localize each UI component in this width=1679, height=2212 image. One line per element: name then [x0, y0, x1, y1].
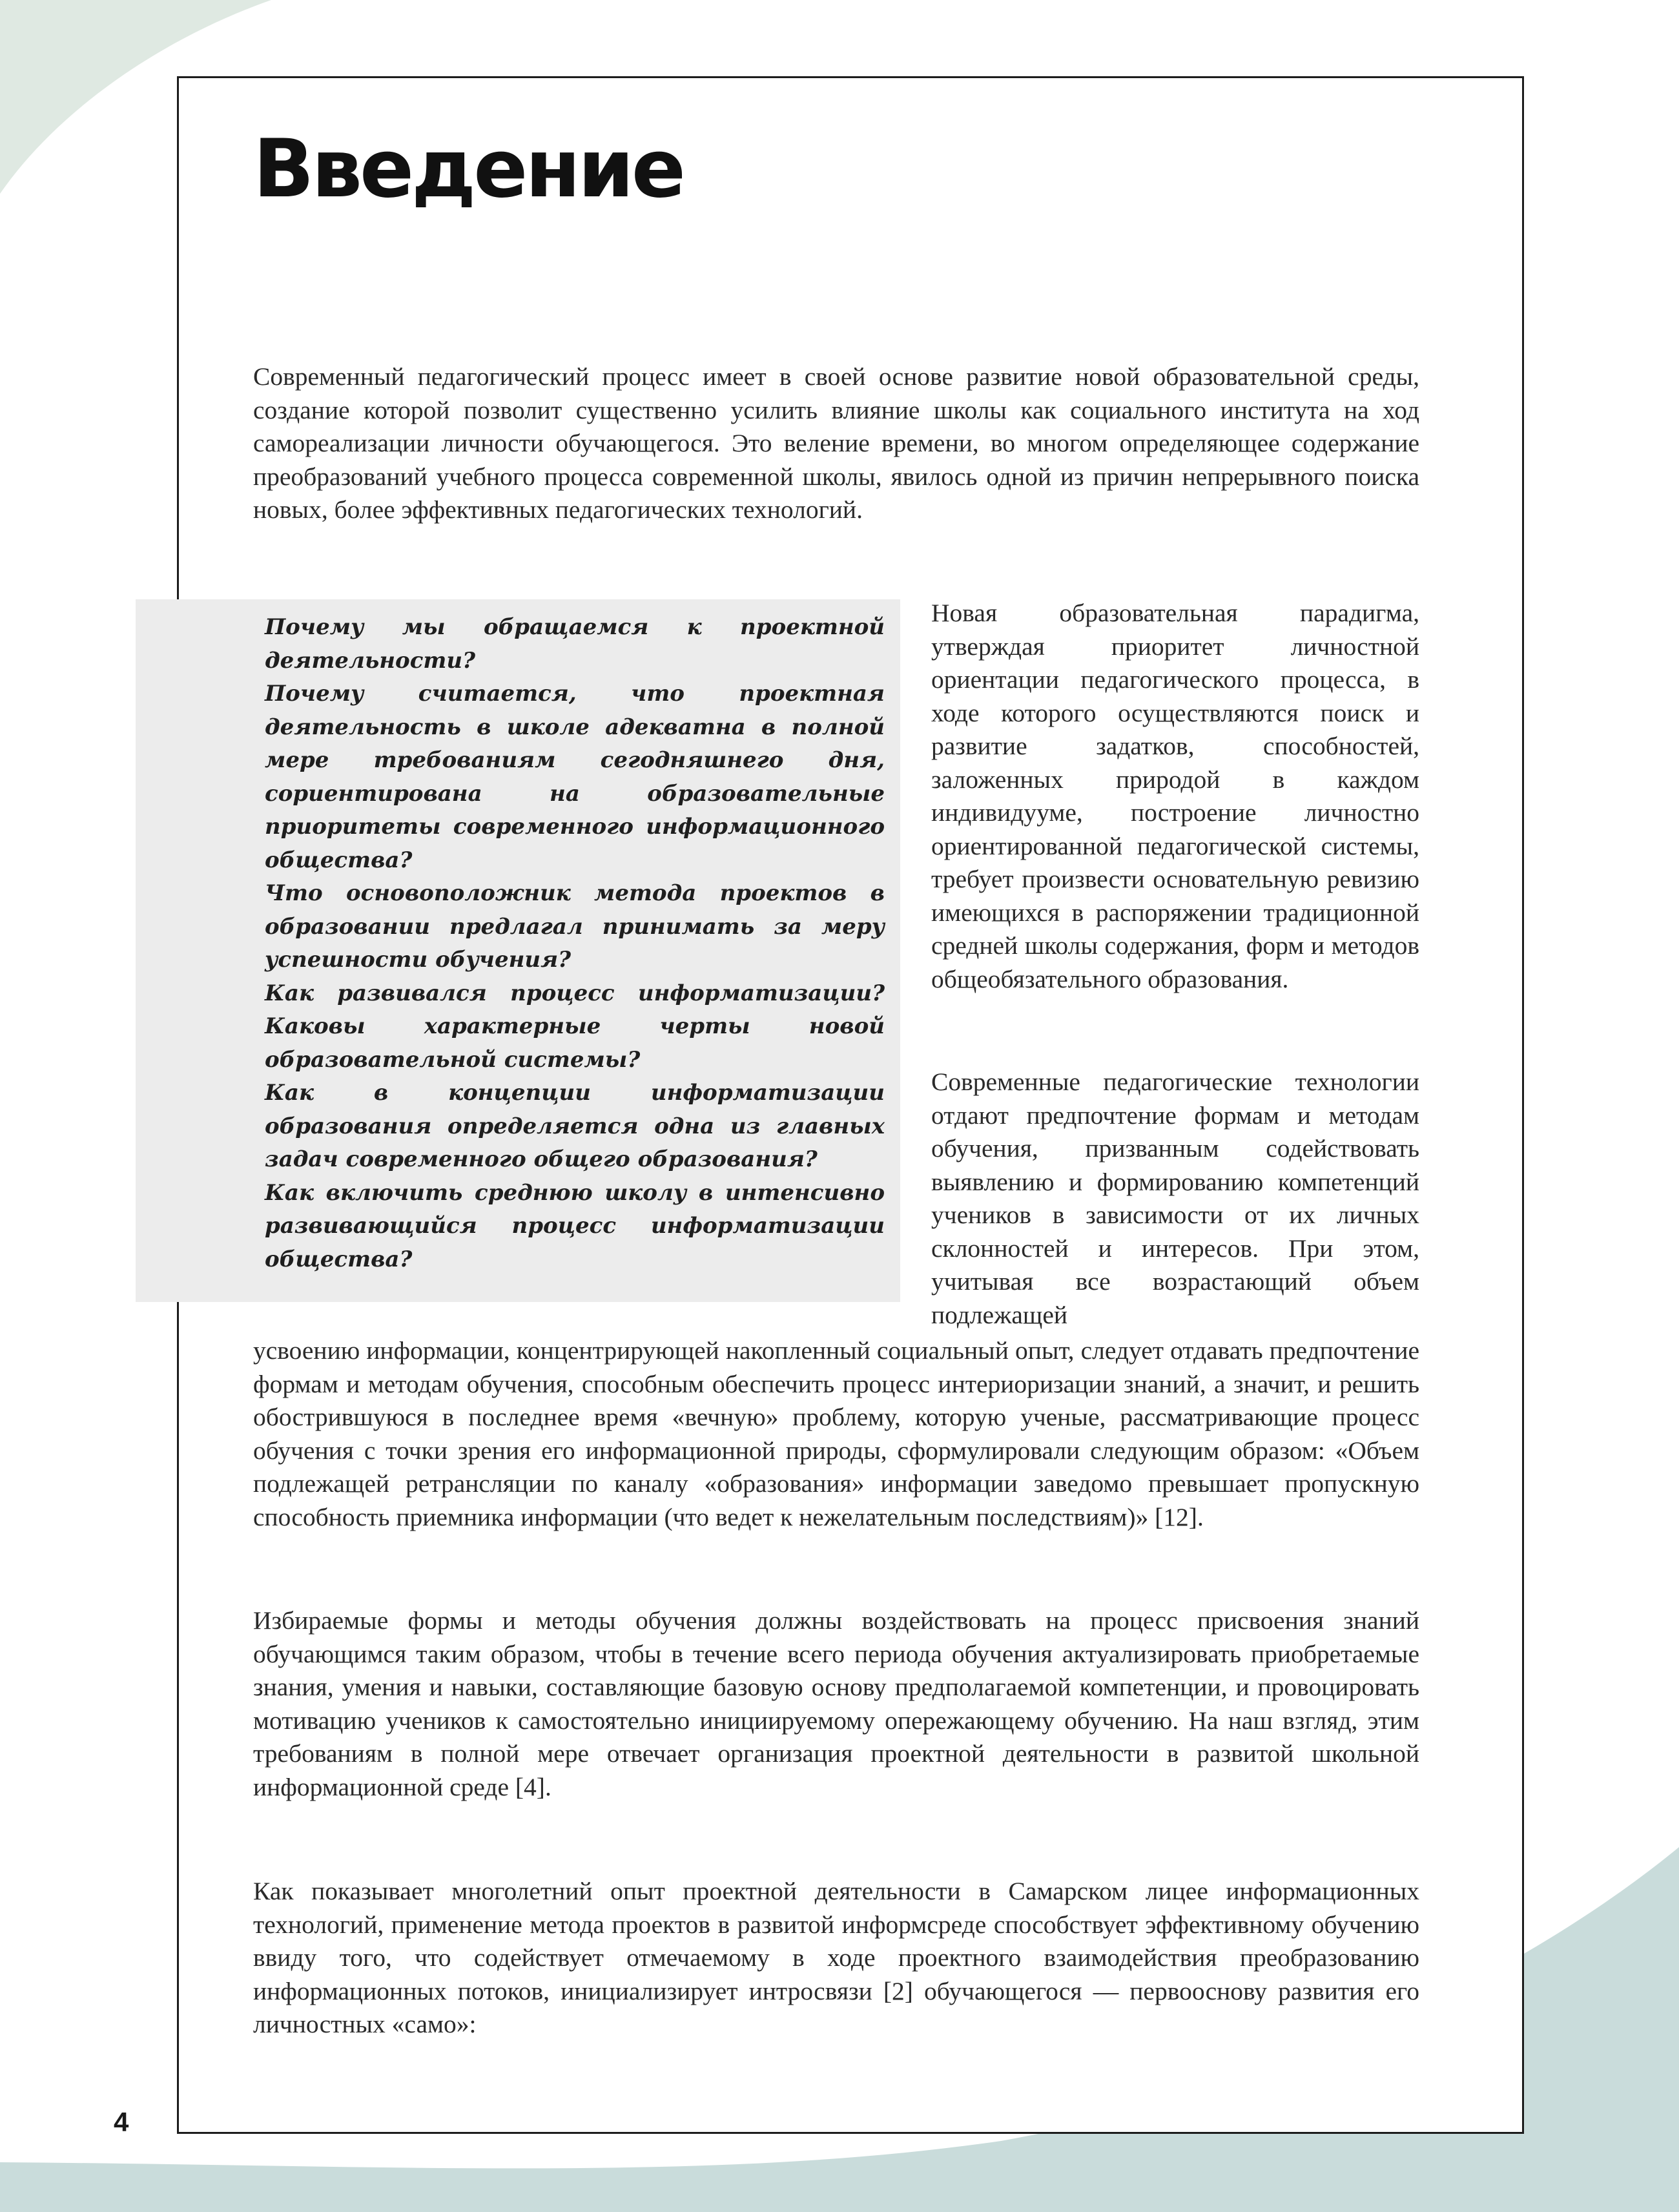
question-item: Как в концепции информатизации образования определяется одна из главных задач современного общего образования?: [265, 1080, 885, 1172]
teaching-methods-paragraph: Избираемые формы и методы обучения должны воздействовать на процесс присвоения знаний обучающимся таким образом, чтобы в течение всего периода обучения актуализировать приобретаемые знания, умения и навыки, составляющие базовую основу предполагаемой компетенции, и провоцировать мотивацию учеников к самостоятельно инициируемому опережающему обучению. На наш взгляд, этим требованиям в полной мере отвечает организация проектной деятельности в развитой школьной информационной среде [4].: [253, 1606, 1419, 1801]
intro-paragraph: Современный педагогический процесс имеет в своей основе развитие новой образовательной среды, создание которой позволит существенно усилить влияние школы как социального института на ход самореализации личности обучающегося. Это веление времени, во многом определяющее содержание преобразований учебного процесса современной школы, явилось одной из причин непрерывного поиска новых, более эффективных педагогических технологий.: [253, 362, 1419, 524]
page-number: 4: [114, 2107, 129, 2137]
lyceum-experience-paragraph: Как показывает многолетний опыт проектной деятельности в Самарском лицее информационных технологий, применение метода проектов в развитой информсреде способствует эффективному обучению ввиду того, что содействует отмечаемому в ходе проектного взаимодействия преобразованию информационных потоков, инициализирует интросвязи [2] обучающегося — первооснову развития его личностных «само»:: [253, 1877, 1419, 2038]
page-title: Введение: [253, 123, 683, 216]
question-item: Почему считается, что проектная деятельность в школе адекватна в полной мере требованиям сегодняшнего дня, сориентирована на образовательные приоритеты современного информационного общества?: [265, 681, 885, 873]
technologies-paragraph: Современные педагогические технологии отдают предпочтение формам и методам обучения, призванным содействовать выявлению и формированию компетенций учеников в зависимости от их личных склонностей и интересов. При этом, учитывая все возрастающий объем подлежащей: [931, 1068, 1419, 1329]
paradigm-paragraph: Новая образовательная парадигма, утверждая приоритет личностной ориентации педагогического процесса, в ходе которого осуществляются поиск и развитие задатков, способностей, заложенных природой в каждом индивидууме, построение личностно ориентированной педагогической системы, требует произвести основательную ревизию имеющихся в распоряжении традиционной средней школы содержания, форм и методов общеобязательного образования.: [931, 599, 1419, 993]
continued-paragraph: усвоению информации, концентрирующей накопленный социальный опыт, следует отдавать предпочтение формам и методам обучения, способным обеспечить процесс интериоризации знаний, а значит, и решить обострившуюся в последнее время «вечную» проблему, которую ученые, рассматривающие процесс обучения с точки зрения его информационной природы, сформулировали следующим образом: «Объем подлежащей ретрансляции по каналу «образования» информации заведомо превышает пропускную способность приемника информации (что ведет к нежелательным последствиям)» [12].: [253, 1336, 1419, 1531]
questions-list: [265, 611, 885, 1276]
question-item: Что основоположник метода проектов в образовании предлагал принимать за меру успешности обучения?: [265, 880, 885, 973]
question-item: Почему мы обращаемся к проектной деятельности?: [265, 614, 885, 674]
question-item: Как развивался процесс информатизации? Каковы характерные черты новой образовательной системы?: [265, 980, 885, 1073]
question-item: Как включить среднюю школу в интенсивно развивающийся процесс информатизации общества?: [265, 1179, 885, 1272]
